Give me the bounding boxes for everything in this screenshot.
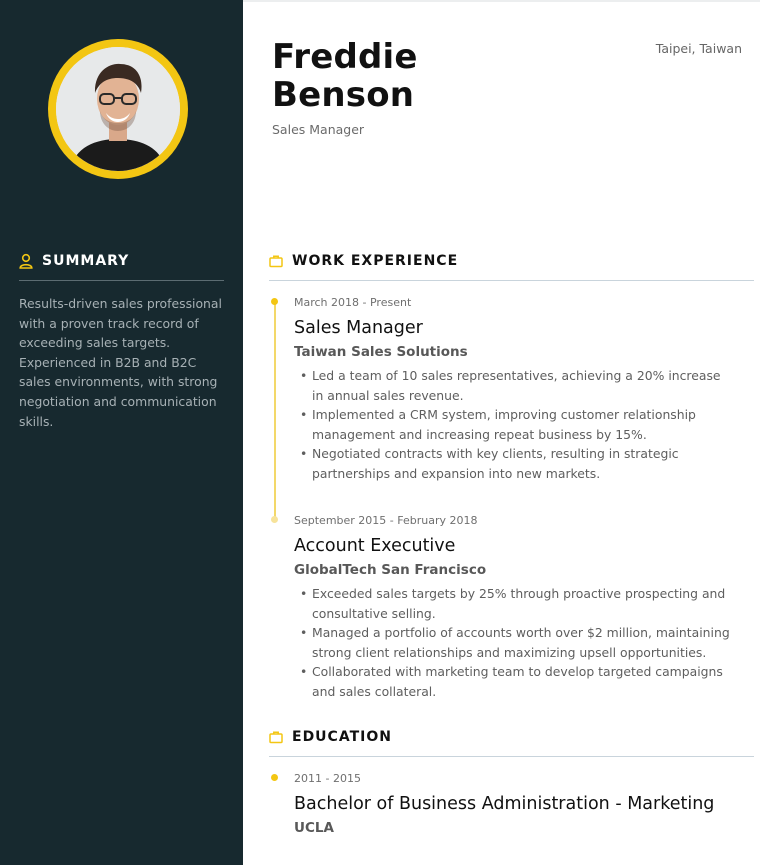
company-name: GlobalTech San Francisco	[294, 562, 487, 578]
briefcase-icon	[269, 730, 283, 744]
timeline-line	[274, 301, 276, 520]
work-experience-title: WORK EXPERIENCE	[292, 253, 459, 269]
job-role: Sales Manager	[272, 122, 365, 137]
education-date: 2011 - 2015	[294, 772, 361, 785]
last-name: Benson	[272, 75, 415, 115]
company-name: Taiwan Sales Solutions	[294, 344, 468, 360]
job-bullet: • Exceeded sales targets by 25% through proactive prospecting and consultative selling.	[294, 584, 734, 623]
job-bullet: • Managed a portfolio of accounts worth over $2 million, maintaining strong client relationships and maximizing upsell opportunities.	[294, 623, 734, 662]
summary-text: Results-driven sales professional with a proven track record of exceeding sales targets. Experienced in B2B and B2C sales environments, with strong negotiation and communication skills.	[19, 296, 222, 429]
education-entry	[294, 772, 734, 837]
job-bullet: • Led a team of 10 sales representatives, achieving a 20% increase in annual sales revenue.	[294, 366, 734, 405]
job-bullets	[294, 366, 734, 484]
education-title: EDUCATION	[292, 729, 392, 745]
avatar-portrait-icon	[56, 47, 180, 171]
job-entry	[294, 296, 734, 484]
summary-heading	[19, 252, 224, 281]
job-bullet: • Negotiated contracts with key clients, resulting in strategic partnerships and expansion into new markets.	[294, 444, 734, 483]
sidebar	[0, 0, 243, 865]
job-entry	[294, 514, 734, 702]
job-date: March 2018 - Present	[294, 296, 412, 309]
profile-photo-frame	[48, 39, 188, 179]
job-bullet: • Implemented a CRM system, improving customer relationship management and increasing repeat business by 15%.	[294, 405, 734, 444]
degree-title: Bachelor of Business Administration - Marketing	[294, 794, 715, 814]
first-name: Freddie	[272, 37, 418, 77]
top-divider	[243, 0, 760, 2]
timeline-dot	[271, 298, 278, 305]
avatar	[56, 47, 180, 171]
education-heading	[269, 728, 754, 757]
candidate-name	[272, 38, 418, 114]
summary-title: SUMMARY	[42, 253, 130, 269]
work-experience-heading	[269, 252, 754, 281]
job-date: September 2015 - February 2018	[294, 514, 478, 527]
job-bullets	[294, 584, 734, 702]
timeline-dot	[271, 774, 278, 781]
school-name: UCLA	[294, 820, 334, 836]
briefcase-icon	[269, 254, 283, 268]
job-title: Account Executive	[294, 536, 456, 556]
location: Taipei, Taiwan	[655, 41, 742, 56]
job-title: Sales Manager	[294, 318, 423, 338]
timeline-dot	[271, 516, 278, 523]
user-icon	[19, 253, 33, 269]
job-bullet: • Collaborated with marketing team to develop targeted campaigns and sales collateral.	[294, 662, 734, 701]
